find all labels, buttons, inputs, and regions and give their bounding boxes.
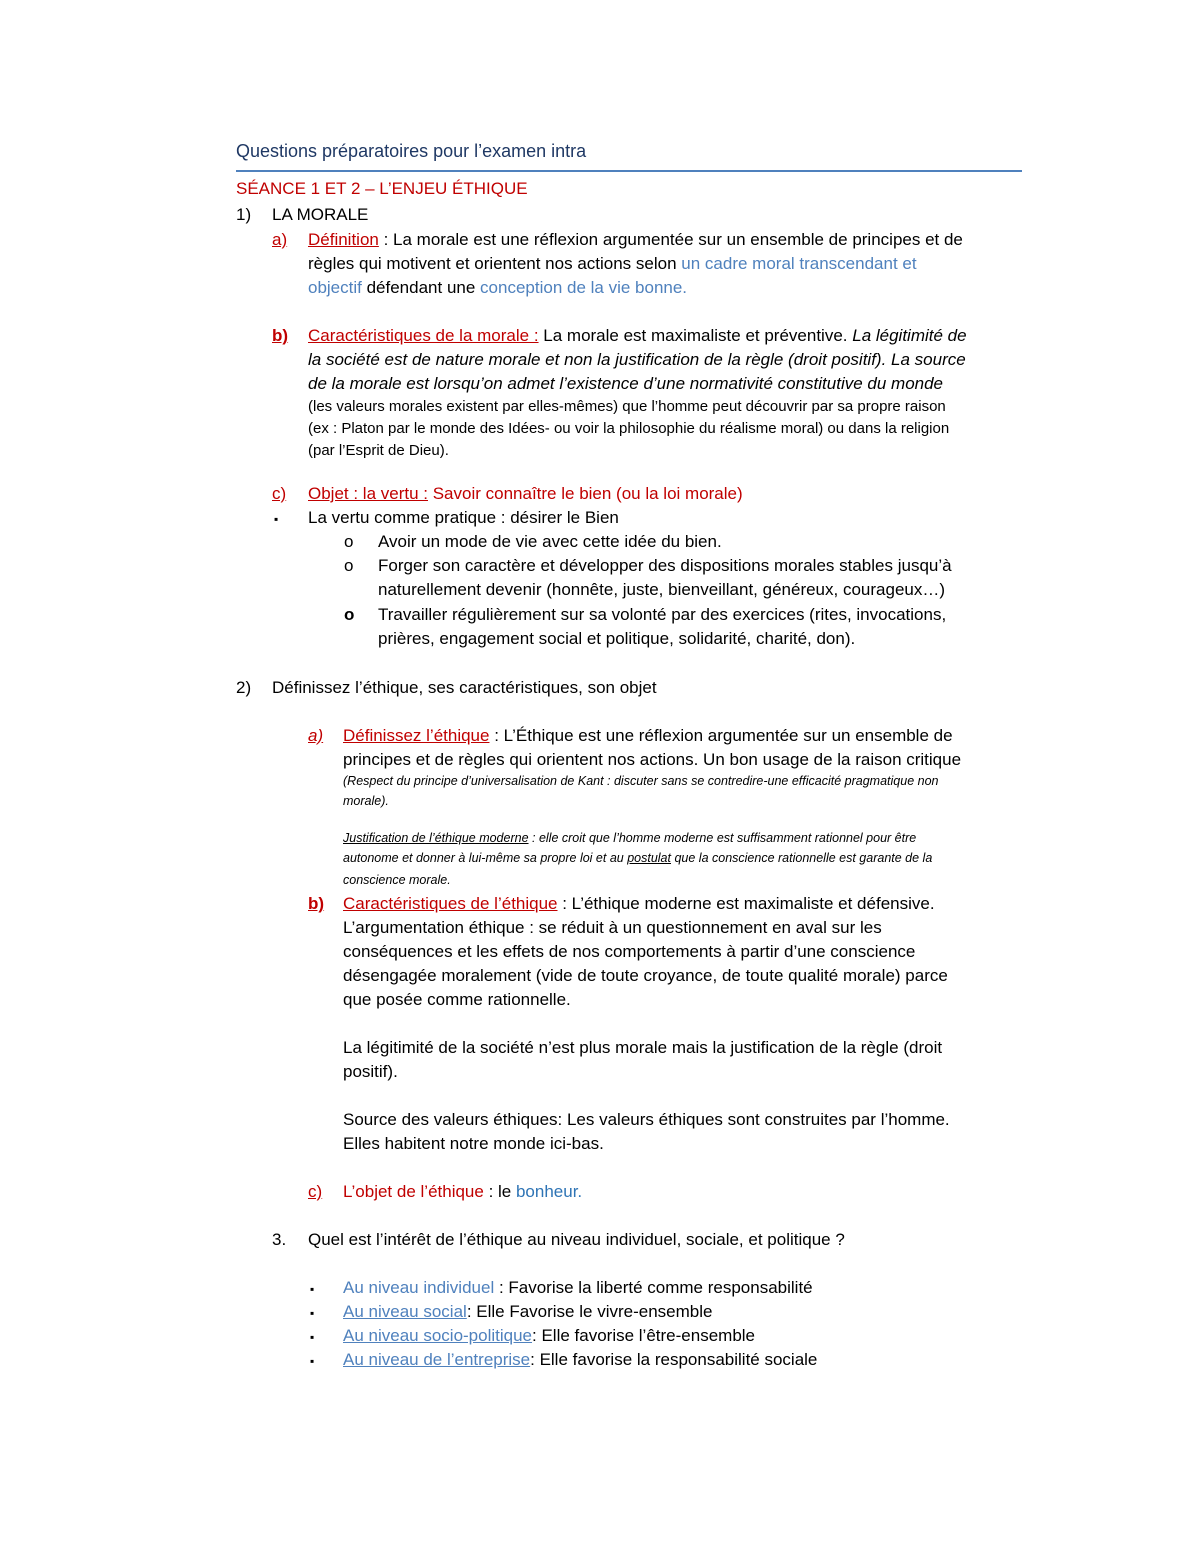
q1-sub2-line1: Forger son caractère et développer des dispositions morales stables jusqu’à xyxy=(378,556,952,575)
q1-c-line: Objet : la vertu : Savoir connaître le bien (ou la loi morale) xyxy=(308,484,743,503)
q2-b-line1: Caractéristiques de l’éthique : L’éthique moderne est maximaliste et défensive. xyxy=(343,894,935,913)
q2-b-line5: que posée comme rationnelle. xyxy=(343,990,571,1009)
q2-a-marker: a) xyxy=(308,726,324,745)
q3-number: 3. xyxy=(272,1230,287,1249)
q2-number: 2) xyxy=(236,678,252,697)
document-title: Questions préparatoires pour l’examen intra xyxy=(236,141,587,161)
q2-a-note1: (Respect du principe d’universalisation de Kant : discuter sans se contredire-une efficacité pragmatique non xyxy=(343,774,939,788)
section-heading: SÉANCE 1 ET 2 – L’ENJEU ÉTHIQUE xyxy=(236,179,528,198)
q1-sub3-marker: o xyxy=(344,605,355,624)
q1-number: 1) xyxy=(236,205,252,224)
q2-c-line: L’objet de l’éthique : le bonheur. xyxy=(343,1182,583,1201)
q3-bullet-marker: ▪ xyxy=(310,1330,315,1344)
q1-b-line2: la société est de nature morale et non la justification de la règle (droit positif). La source xyxy=(308,350,966,369)
q2-justification-line1: Justification de l’éthique moderne : elle croit que l’homme moderne est suffisamment rationnel pour être xyxy=(343,831,917,845)
q1-b-line1: Caractéristiques de la morale : La morale est maximaliste et préventive. La légitimité de xyxy=(308,326,967,345)
q2-b-line4: désengagée moralement (vide de toute croyance, de toute qualité morale) parce xyxy=(343,966,948,985)
q2-justification-line3: conscience morale. xyxy=(343,873,451,887)
q1-bullet-marker: ▪ xyxy=(274,512,279,526)
q3-item: Au niveau de l’entreprise: Elle favorise la responsabilité sociale xyxy=(343,1350,818,1369)
q1-sub1-text: Avoir un mode de vie avec cette idée du bien. xyxy=(378,532,722,551)
q2-a-line2: principes et de règles qui orientent nos actions. Un bon usage de la raison critique xyxy=(343,750,962,769)
q2-justification-line2: autonome et donner à lui-même sa propre loi et au postulat que la conscience rationnelle est garante de la xyxy=(343,851,933,865)
q1-bullet-text: La vertu comme pratique : désirer le Bien xyxy=(308,508,619,527)
q1-sub2-marker: o xyxy=(344,556,354,575)
q1-a-line1: Définition : La morale est une réflexion argumentée sur un ensemble de principes et de xyxy=(308,230,963,249)
q2-a-line1: Définissez l’éthique : L’Éthique est une réflexion argumentée sur un ensemble de xyxy=(343,726,953,745)
q2-source-line1: Source des valeurs éthiques: Les valeurs éthiques sont construites par l’homme. xyxy=(343,1110,950,1129)
q1-sub1-marker: o xyxy=(344,532,354,551)
q1-b-marker: b) xyxy=(272,326,289,345)
q2-source-line2: Elles habitent notre monde ici-bas. xyxy=(343,1134,604,1153)
q2-a-note2: morale). xyxy=(343,794,389,808)
q1-b-line5: (ex : Platon par le monde des Idées- ou voir la philosophie du réalisme moral) ou dans la religion xyxy=(308,420,950,437)
q1-sub2-line2: naturellement devenir (honnête, juste, bienveillant, généreux, courageux…) xyxy=(378,580,946,599)
q1-a-line3: objectif défendant une conception de la vie bonne. xyxy=(308,278,688,297)
q1-b-line3: de la morale est lorsqu’on admet l’existence d’une normativité constitutive du monde xyxy=(308,374,944,393)
q1-b-line4: (les valeurs morales existent par elles-mêmes) que l’homme peut découvrir par sa propre raison xyxy=(308,398,946,415)
q3-item: Au niveau socio-politique: Elle favorise l’être-ensemble xyxy=(343,1326,755,1345)
q3-item: Au niveau social: Elle Favorise le vivre-ensemble xyxy=(343,1302,713,1321)
q1-sub3-line2: prières, engagement social et politique, solidarité, charité, don). xyxy=(378,629,856,648)
q2-c-marker: c) xyxy=(308,1182,323,1201)
q1-sub3-line1: Travailler régulièrement sur sa volonté par des exercices (rites, invocations, xyxy=(378,605,947,624)
q1-a-marker: a) xyxy=(272,230,288,249)
q3-bullet-marker: ▪ xyxy=(310,1282,315,1296)
q3-heading: Quel est l’intérêt de l’éthique au niveau individuel, sociale, et politique ? xyxy=(308,1230,845,1249)
q3-bullet-marker: ▪ xyxy=(310,1306,315,1320)
title-underline xyxy=(236,170,1022,172)
q2-b-line3: conséquences et les effets de nos comportements à partir d’une conscience xyxy=(343,942,916,961)
q2-b-line2: L’argumentation éthique : se réduit à un questionnement en aval sur les xyxy=(343,918,882,937)
q1-heading: LA MORALE xyxy=(272,205,369,224)
q3-item: Au niveau individuel : Favorise la liberté comme responsabilité xyxy=(343,1278,813,1297)
q1-a-line2: règles qui motivent et orientent nos actions selon un cadre moral transcendant et xyxy=(308,254,917,273)
q3-bullet-marker: ▪ xyxy=(310,1354,315,1368)
q2-legitimacy-line2: positif). xyxy=(343,1062,398,1081)
q2-b-marker: b) xyxy=(308,894,325,913)
q2-heading: Définissez l’éthique, ses caractéristiques, son objet xyxy=(272,678,657,697)
q1-b-line6: (par l’Esprit de Dieu). xyxy=(308,442,449,459)
q1-c-marker: c) xyxy=(272,484,287,503)
q2-legitimacy-line1: La légitimité de la société n’est plus morale mais la justification de la règle (droit xyxy=(343,1038,943,1057)
